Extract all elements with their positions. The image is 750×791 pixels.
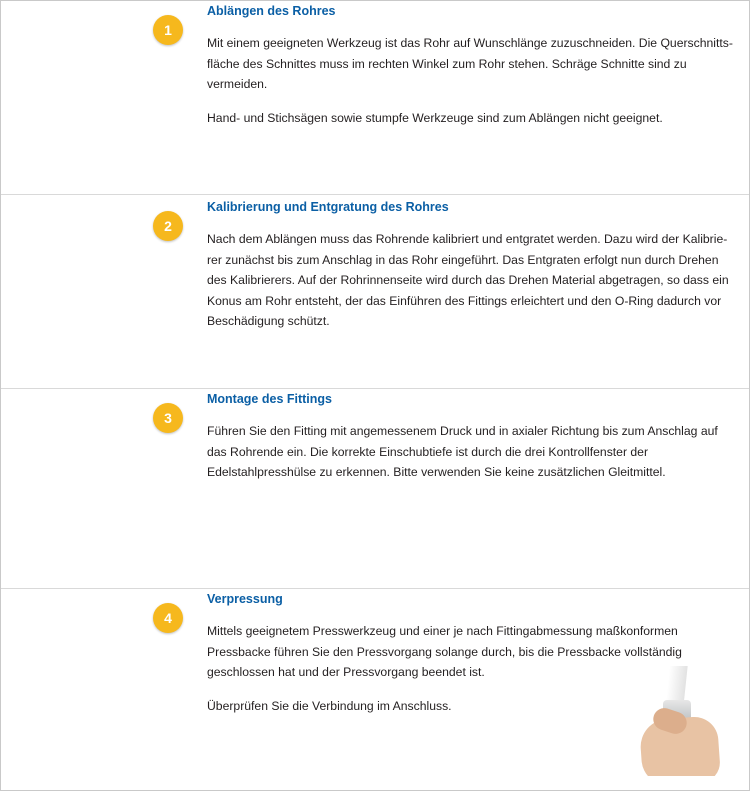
paragraph: Mit einem geeigneten Werkzeug ist das Rohr auf Wunschlänge zuzuschneiden. Die Querschnitts-fläche des Schnittes muss im rechten Winkel zum Rohr stehen. Schräge Schnitte sind zu vermeiden. — [207, 36, 733, 91]
step-1-body — [207, 33, 735, 128]
step-1 — [1, 1, 749, 195]
step-3-content — [197, 389, 749, 483]
step-2-content — [197, 195, 749, 332]
step-1-content — [197, 1, 749, 128]
step-2-title: Kalibrierung und Entgratung des Rohres — [207, 200, 449, 214]
step-4-inset-photo — [623, 666, 731, 776]
paragraph: Führen Sie den Fitting mit angemessenem Druck und in axialer Richtung bis zum Anschlag auf das Rohrende ein. Die korrekte Einschubtiefe ist durch die drei Kontrollfenster der Edelstahlpresshülse zu erkennen. Bitte verwenden Sie keine zusätzlichen Gleitmittel. — [207, 424, 718, 479]
paragraph: Nach dem Ablängen muss das Rohrende kalibriert und entgratet werden. Dazu wird der Kalibrie-rer zunächst bis zum Anschlag in das Rohr eingeführt. Das Entgraten erfolgt nun durch Drehen des Kalibrierers. Auf der Rohrinnenseite wird durch das Drehen Material abgetragen, so dass ein Konus am Rohr entsteht, der das Einführen des Fittings erleichtert und den O-Ring dadurch vor Beschädigung schützt. — [207, 232, 729, 328]
step-3-title: Montage des Fittings — [207, 392, 332, 406]
step-2 — [1, 195, 749, 389]
step-1-badge: 1 — [153, 15, 183, 45]
step-3-body — [207, 421, 735, 483]
paragraph: Mittels geeignetem Presswerkzeug und einer je nach Fittingabmessung maßkonformen Pressbacke führen Sie den Pressvorgang solange durch, bis die Pressbacke vollständig geschlossen hat und der Pressvorgang beendet ist. — [207, 624, 682, 679]
paragraph: Überprüfen Sie die Verbindung im Anschluss. — [207, 698, 452, 713]
step-2-badge: 2 — [153, 211, 183, 241]
step-2-body — [207, 229, 735, 332]
step-1-title: Ablängen des Rohres — [207, 4, 336, 18]
paragraph: Hand- und Stichsägen sowie stumpfe Werkzeuge sind zum Ablängen nicht geeignet. — [207, 110, 663, 125]
step-3 — [1, 389, 749, 589]
step-4-title: Verpressung — [207, 592, 283, 606]
step-3-badge: 3 — [153, 403, 183, 433]
step-4-badge: 4 — [153, 603, 183, 633]
